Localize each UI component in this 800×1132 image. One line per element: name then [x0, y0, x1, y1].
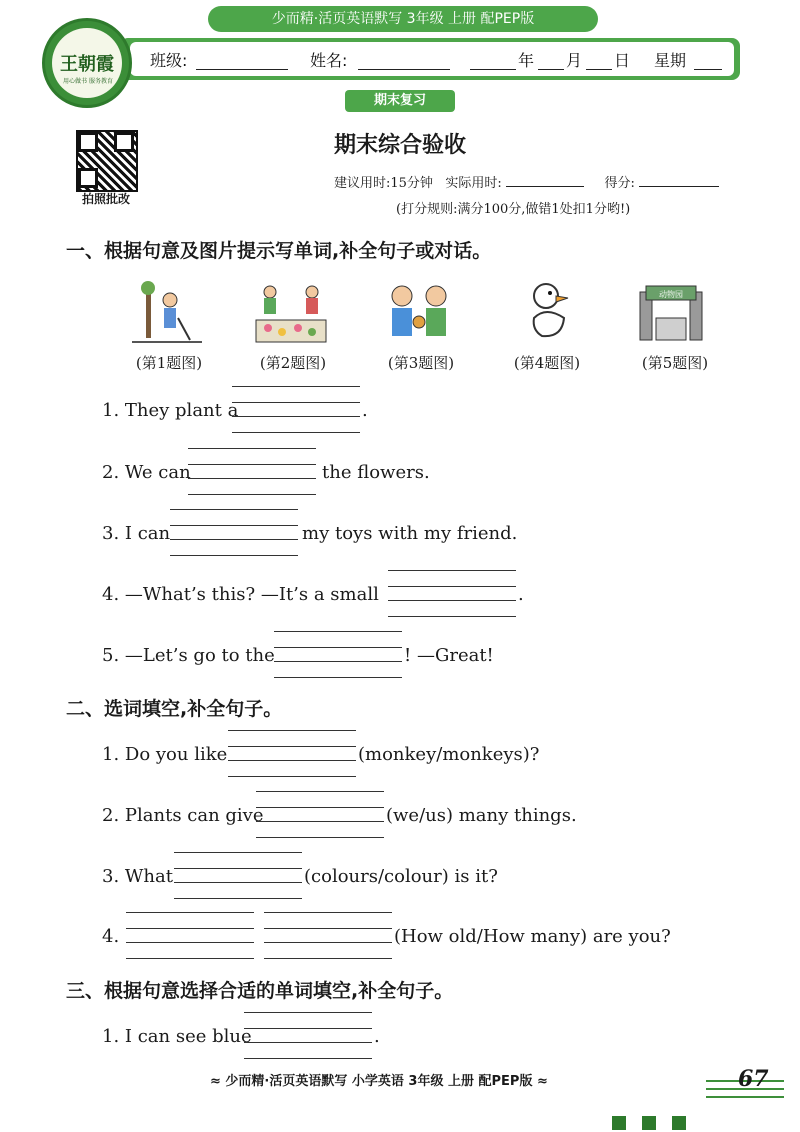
writing-line	[264, 928, 392, 929]
month-blank[interactable]	[538, 69, 564, 70]
time-info	[334, 172, 719, 191]
writing-line	[188, 448, 316, 449]
class-label: 班级:	[150, 51, 188, 70]
section1-heading: 一、根据句意及图片提示写单词,补全句子或对话。	[66, 240, 492, 262]
writing-line	[244, 1028, 372, 1029]
writing-line	[170, 555, 298, 556]
writing-line	[174, 868, 302, 869]
scoring-rule: (打分规则:满分100分,做错1处扣1分哟!)	[396, 202, 631, 217]
writing-line	[188, 494, 316, 495]
caption-3: (第3题图)	[387, 354, 455, 372]
s2-q4-blank-2[interactable]	[264, 942, 392, 943]
s1-q4-suffix: .	[518, 584, 524, 605]
s1-q4-blank[interactable]	[388, 600, 516, 601]
section2-heading: 二、选词填空,补全句子。	[66, 698, 283, 720]
name-blank[interactable]	[358, 69, 450, 70]
footer-text: ≈ 少而精·活页英语默写 小学英语 3年级 上册 配PEP版 ≈	[210, 1074, 548, 1089]
week-blank[interactable]	[694, 69, 722, 70]
writing-line	[126, 912, 254, 913]
writing-line	[274, 647, 402, 648]
writing-line	[228, 730, 356, 731]
writing-line	[170, 509, 298, 510]
writing-line	[256, 837, 384, 838]
writing-line	[174, 852, 302, 853]
top-banner: 少而精·活页英语默写 3年级 上册 配PEP版	[208, 6, 598, 32]
footer-square	[612, 1116, 626, 1130]
s3-q1-blank[interactable]	[244, 1042, 372, 1043]
qr-label: 拍照批改	[81, 192, 130, 206]
suggested-time: 建议用时:15分钟	[334, 176, 433, 191]
score-blank[interactable]	[639, 186, 719, 187]
writing-line	[264, 958, 392, 959]
picture-zoo-gate	[632, 278, 710, 348]
s2-q3-blank[interactable]	[174, 882, 302, 883]
section3-heading: 三、根据句意选择合适的单词填空,补全句子。	[66, 980, 454, 1002]
writing-line	[244, 1058, 372, 1059]
s1-q2-blank[interactable]	[188, 478, 316, 479]
s2-q2-prefix: 2. Plants can give	[102, 805, 264, 826]
section-tag: 期末复习	[345, 90, 455, 112]
writing-line	[232, 386, 360, 387]
month-label: 月	[566, 51, 583, 70]
s2-q1-prefix: 1. Do you like	[102, 744, 228, 765]
s2-q4-blank-1[interactable]	[126, 942, 254, 943]
s3-q1-prefix: 1. I can see blue	[102, 1026, 252, 1047]
name-label: 姓名:	[310, 51, 348, 70]
year-label: 年	[518, 51, 535, 70]
s1-q5-prefix: 5. —Let’s go to the	[102, 645, 275, 666]
logo-text: 王朝霞	[60, 54, 114, 75]
year-blank[interactable]	[470, 69, 516, 70]
caption-5: (第5题图)	[641, 354, 709, 372]
s3-q1-suffix: .	[374, 1026, 380, 1047]
s2-q4-suffix: (How old/How many) are you?	[394, 926, 671, 947]
info-inner	[130, 42, 734, 76]
page-title: 期末综合验收	[333, 133, 466, 158]
s2-q3-suffix: (colours/colour) is it?	[304, 866, 498, 887]
s1-q3-prefix: 3. I can	[102, 523, 171, 544]
writing-line	[256, 807, 384, 808]
day-label: 日	[614, 51, 631, 70]
s1-q1-prefix: 1. They plant a	[102, 400, 239, 421]
class-blank[interactable]	[196, 69, 288, 70]
s2-q2-suffix: (we/us) many things.	[386, 805, 577, 826]
qr-corner	[78, 168, 98, 188]
writing-line	[232, 402, 360, 403]
writing-line	[274, 631, 402, 632]
score-label: 得分:	[604, 176, 635, 191]
footer-wave	[706, 1096, 784, 1098]
caption-4: (第4题图)	[513, 354, 581, 372]
s2-q4-prefix: 4.	[102, 926, 120, 947]
s2-q2-blank[interactable]	[256, 821, 384, 822]
writing-line	[228, 746, 356, 747]
s1-q5-blank[interactable]	[274, 661, 402, 662]
page-number: 67	[738, 1066, 769, 1092]
writing-line	[274, 677, 402, 678]
writing-line	[228, 776, 356, 777]
s2-q1-blank[interactable]	[228, 760, 356, 761]
writing-line	[388, 586, 516, 587]
s2-q3-prefix: 3. What	[102, 866, 173, 887]
writing-line	[232, 432, 360, 433]
s2-q1-suffix: (monkey/monkeys)?	[358, 744, 540, 765]
writing-line	[388, 616, 516, 617]
writing-line	[264, 912, 392, 913]
writing-line	[126, 928, 254, 929]
actual-time-blank[interactable]	[506, 186, 584, 187]
zoo-sign-text: 动物园	[659, 290, 683, 299]
s1-q3-suffix: my toys with my friend.	[302, 523, 518, 544]
picture-duck	[506, 278, 584, 348]
s1-q3-blank[interactable]	[170, 539, 298, 540]
writing-line	[388, 570, 516, 571]
s1-q2-suffix: the flowers.	[322, 462, 430, 483]
writing-line	[256, 791, 384, 792]
s1-q1-blank[interactable]	[232, 416, 360, 417]
week-label: 星期	[654, 51, 687, 70]
footer-square	[642, 1116, 656, 1130]
day-blank[interactable]	[586, 69, 612, 70]
s1-q5-suffix: ! —Great!	[404, 645, 494, 666]
caption-2: (第2题图)	[259, 354, 327, 372]
logo-slogan: 用心做书 服务教育	[63, 78, 113, 85]
writing-line	[188, 464, 316, 465]
footer-square	[672, 1116, 686, 1130]
picture-watering-flowers	[252, 278, 330, 348]
s1-q4-prefix: 4. —What’s this? —It’s a small	[102, 584, 379, 605]
writing-line	[244, 1012, 372, 1013]
caption-1: (第1题图)	[135, 354, 203, 372]
actual-time-label: 实际用时:	[445, 176, 502, 191]
picture-sharing-toys	[380, 278, 458, 348]
writing-line	[126, 958, 254, 959]
s1-q1-suffix: .	[362, 400, 368, 421]
picture-tree-planting	[128, 278, 206, 348]
s1-q2-prefix: 2. We can	[102, 462, 191, 483]
writing-line	[174, 898, 302, 899]
writing-line	[170, 525, 298, 526]
